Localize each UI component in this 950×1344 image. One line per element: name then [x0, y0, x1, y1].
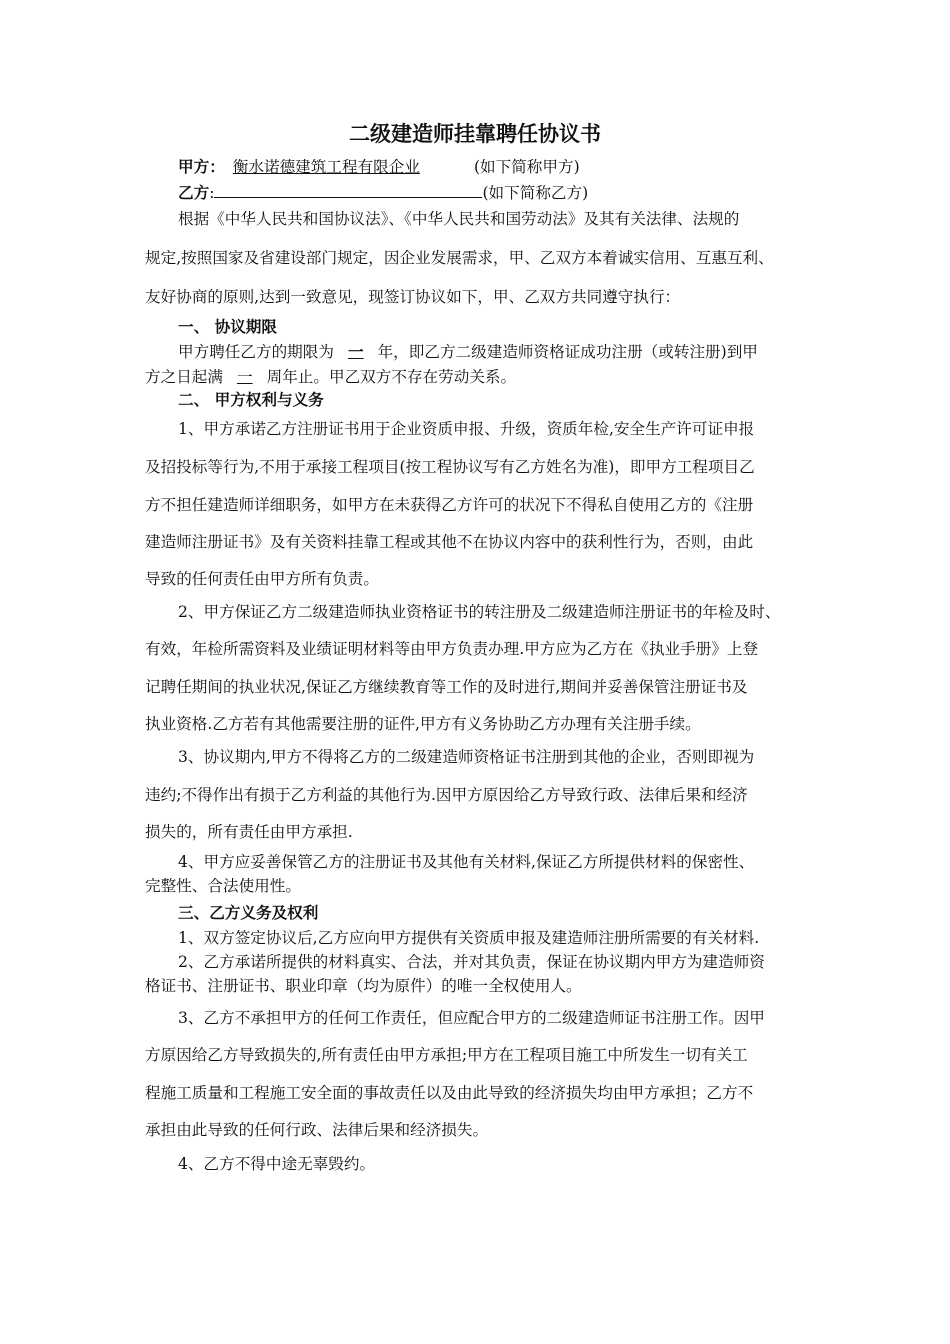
clause-line: 格证书、注册证书、职业印章（均为原件）的唯一全权使用人。 — [145, 977, 582, 995]
term-years-value: 一 — [347, 342, 364, 361]
clause-line: 3、协议期内,甲方不得将乙方的二级建造师资格证书注册到其他的企业，否则即视为 — [178, 748, 755, 766]
clause-line: 违约;不得作出有损于乙方利益的其他行为.因甲方原因给乙方导致行政、法律后果和经济 — [145, 786, 748, 804]
term-text: 年，即乙方二级建造师资格证成功注册（或转注册)到甲 — [377, 343, 758, 361]
party-b-colon: : — [209, 184, 215, 202]
clause-line: 1、双方签定协议后,乙方应向甲方提供有关资质申报及建造师注册所需要的有关材料. — [178, 929, 760, 947]
intro-line: 友好协商的原则,达到一致意见，现签订协议如下，甲、乙双方共同遵守执行： — [145, 288, 681, 306]
clause-line: 完整性、合法使用性。 — [145, 877, 301, 895]
clause-line: 2、甲方保证乙方二级建造师执业资格证书的转注册及二级建造师注册证书的年检及时、 — [178, 603, 781, 621]
section-2-heading: 二、 甲方权利与义务 — [178, 391, 324, 409]
intro-line: 规定,按照国家及省建设部门规定，因企业发展需求，甲、乙双方本着诚实信用、互惠互利、 — [145, 249, 774, 267]
clause-line: 3、乙方不承担甲方的任何工作责任，但应配合甲方的二级建造师证书注册工作。因甲 — [178, 1009, 765, 1027]
clause-line: 建造师注册证书》及有关资料挂靠工程或其他不在协议内容中的获利性行为，否则，由此 — [145, 533, 754, 551]
section-1-heading: 一、 协议期限 — [178, 318, 277, 336]
intro-line: 根据《中华人民共和国协议法》、《中华人民共和国劳动法》及其有关法律、法规的 — [178, 210, 740, 228]
clause-line: 及招投标等行为,不用于承接工程项目(按工程协议写有乙方姓名为准)，即甲方工程项目乙 — [145, 458, 755, 476]
clause-line: 1、甲方承诺乙方注册证书用于企业资质申报、升级，资质年检,安全生产许可证申报 — [178, 420, 755, 438]
party-b-name-blank — [214, 181, 482, 198]
term-text: 甲方聘任乙方的期限为 — [178, 343, 334, 361]
term-line-1 — [178, 341, 758, 363]
party-a-name: 衡水诺德建筑工程有限企业 — [232, 158, 420, 176]
party-b-line — [178, 181, 588, 204]
party-a-label: 甲方： — [178, 158, 225, 176]
party-b-label: 乙方 — [178, 184, 210, 202]
clause-line: 导致的任何责任由甲方所有负责。 — [145, 570, 379, 588]
term-anniversary-value: 一 — [236, 368, 253, 386]
section-3-heading: 三、乙方义务及权利 — [178, 904, 319, 922]
clause-line: 方不担任建造师详细职务，如甲方在未获得乙方许可的状况下不得私自使用乙方的《注册 — [145, 496, 754, 514]
clause-line: 2、乙方承诺所提供的材料真实、合法，并对其负责，保证在协议期内甲方为建造师资 — [178, 953, 765, 971]
term-line-2 — [145, 366, 516, 388]
party-b-note: (如下简称乙方) — [482, 184, 589, 202]
document-title: 二级建造师挂靠聘任协议书 — [349, 122, 601, 146]
party-a-note: (如下简称甲方) — [473, 158, 580, 176]
clause-line: 承担由此导致的任何行政、法律后果和经济损失。 — [145, 1121, 489, 1139]
clause-line: 记聘任期间的执业状况,保证乙方继续教育等工作的及时进行,期间并妥善保管注册证书及 — [145, 678, 748, 696]
term-text: 周年止。甲乙双方不存在劳动关系。 — [266, 368, 517, 386]
clause-line: 4、乙方不得中途无辜毁约。 — [178, 1155, 376, 1173]
clause-line: 4、甲方应妥善保管乙方的注册证书及其他有关材料,保证乙方所提供材料的保密性、 — [178, 853, 755, 871]
clause-line: 有效，年检所需资料及业绩证明材料等由甲方负责办理.甲方应为乙方在《执业手册》上登 — [145, 640, 759, 658]
term-text: 方之日起满 — [145, 368, 223, 386]
clause-line: 执业资格.乙方若有其他需要注册的证件,甲方有义务协助乙方办理有关注册手续。 — [145, 715, 701, 733]
clause-line: 方原因给乙方导致损失的,所有责任由甲方承担;甲方在工程项目施工中所发生一切有关工 — [145, 1046, 748, 1064]
clause-line: 程施工质量和工程施工安全面的事故责任以及由此导致的经济损失均由甲方承担；乙方不 — [145, 1084, 754, 1102]
clause-line: 损失的，所有责任由甲方承担. — [145, 823, 353, 841]
party-a-line — [178, 156, 580, 178]
